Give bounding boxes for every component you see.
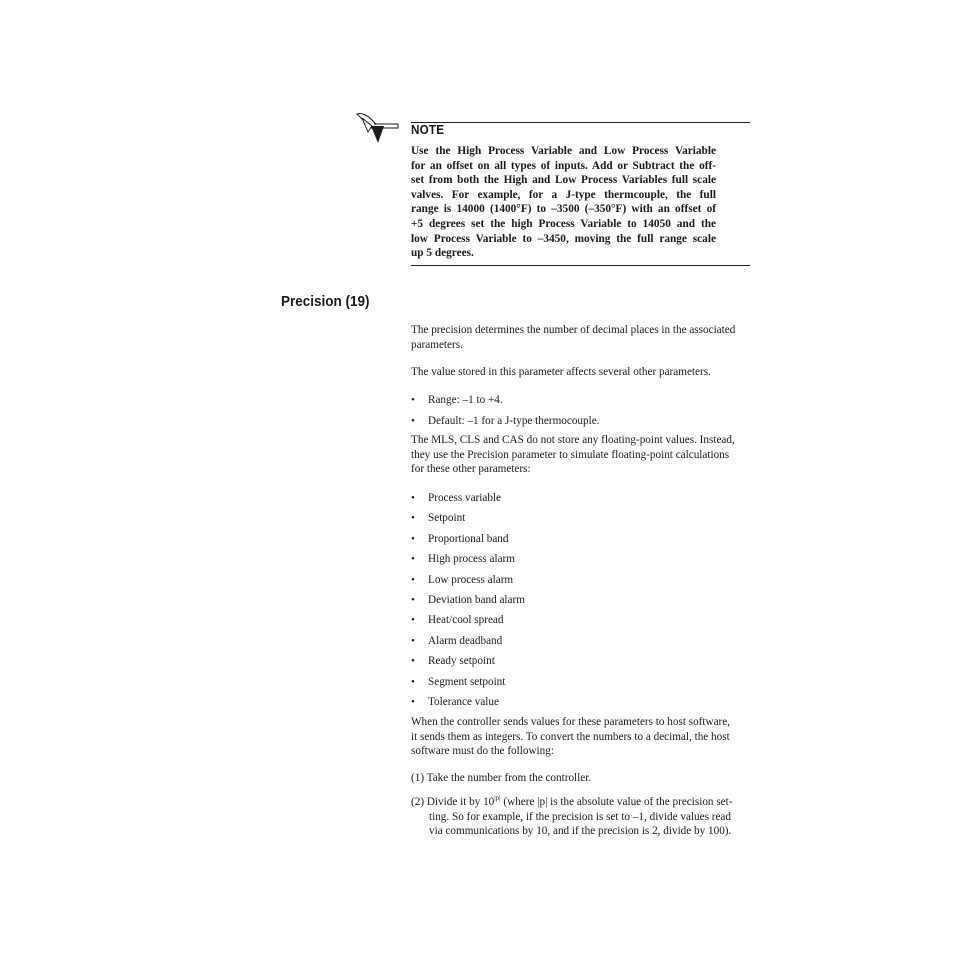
note-line: Use the High Process Variable and Low Process Variable [411,145,716,157]
note-top-rule [411,122,750,123]
exponent: |p| [494,794,501,802]
bullet-icon: • [411,415,415,427]
note-line: up 5 degrees. [411,247,474,260]
bullet-icon: • [411,492,415,504]
bullet-icon: • [411,512,415,524]
value-stored-paragraph: The value stored in this parameter affects several other parameters. [411,366,711,378]
bullet-icon: • [411,614,415,626]
note-line: valves. For example, for a J-type thermcouple, the full [411,188,716,201]
note-bottom-rule [411,265,750,266]
note-pointer-icon [354,110,400,146]
note-line: for an offset on all types of inputs. Add or Subtract the off- [411,159,716,172]
note-line: low Process Variable to –3450, moving the full range scale [411,232,716,245]
intro-paragraph: The precision determines the number of decimal places in the associated parameters. [411,324,736,351]
bullet-icon: • [411,553,415,565]
note-title: NOTE [411,122,445,137]
bullet-icon: • [411,655,415,667]
bullet-icon: • [411,635,415,647]
bullet-icon: • [411,676,415,688]
bullet-icon: • [411,394,415,406]
note-line: range is 14000 (1400°F) to –3500 (–350°F) with an offset of [411,203,716,216]
bullet-icon: • [411,533,415,545]
bullet-icon: • [411,696,415,708]
convert-paragraph: When the controller sends values for these parameters to host software, it sends them as integers. To convert the numbers to a decimal, the host software must do the following: [411,716,731,757]
bullet-icon: • [411,574,415,586]
step-2: (2) Divide it by $10^{|p|}$ (where |p| is the absolute value of the precision set- ting. So for example, if the precision is set to –1, divide values read via communications by 10, and if the precision is 2, divide by 100). [411,794,733,837]
note-line: set from both the High and Low Process Variables full scale [411,174,716,187]
bullet-icon: • [411,594,415,606]
step-1: (1) Take the number from the controller. [411,772,592,784]
note-body [411,144,716,261]
floating-point-paragraph: The MLS, CLS and CAS do not store any floating-point values. Instead, they use the Precision parameter to simulate floating-point calculations for these other parameters: [411,434,735,475]
section-heading: Precision (19) [281,293,370,310]
note-line: +5 degrees set the high Process Variable to 14050 and the [411,217,716,230]
